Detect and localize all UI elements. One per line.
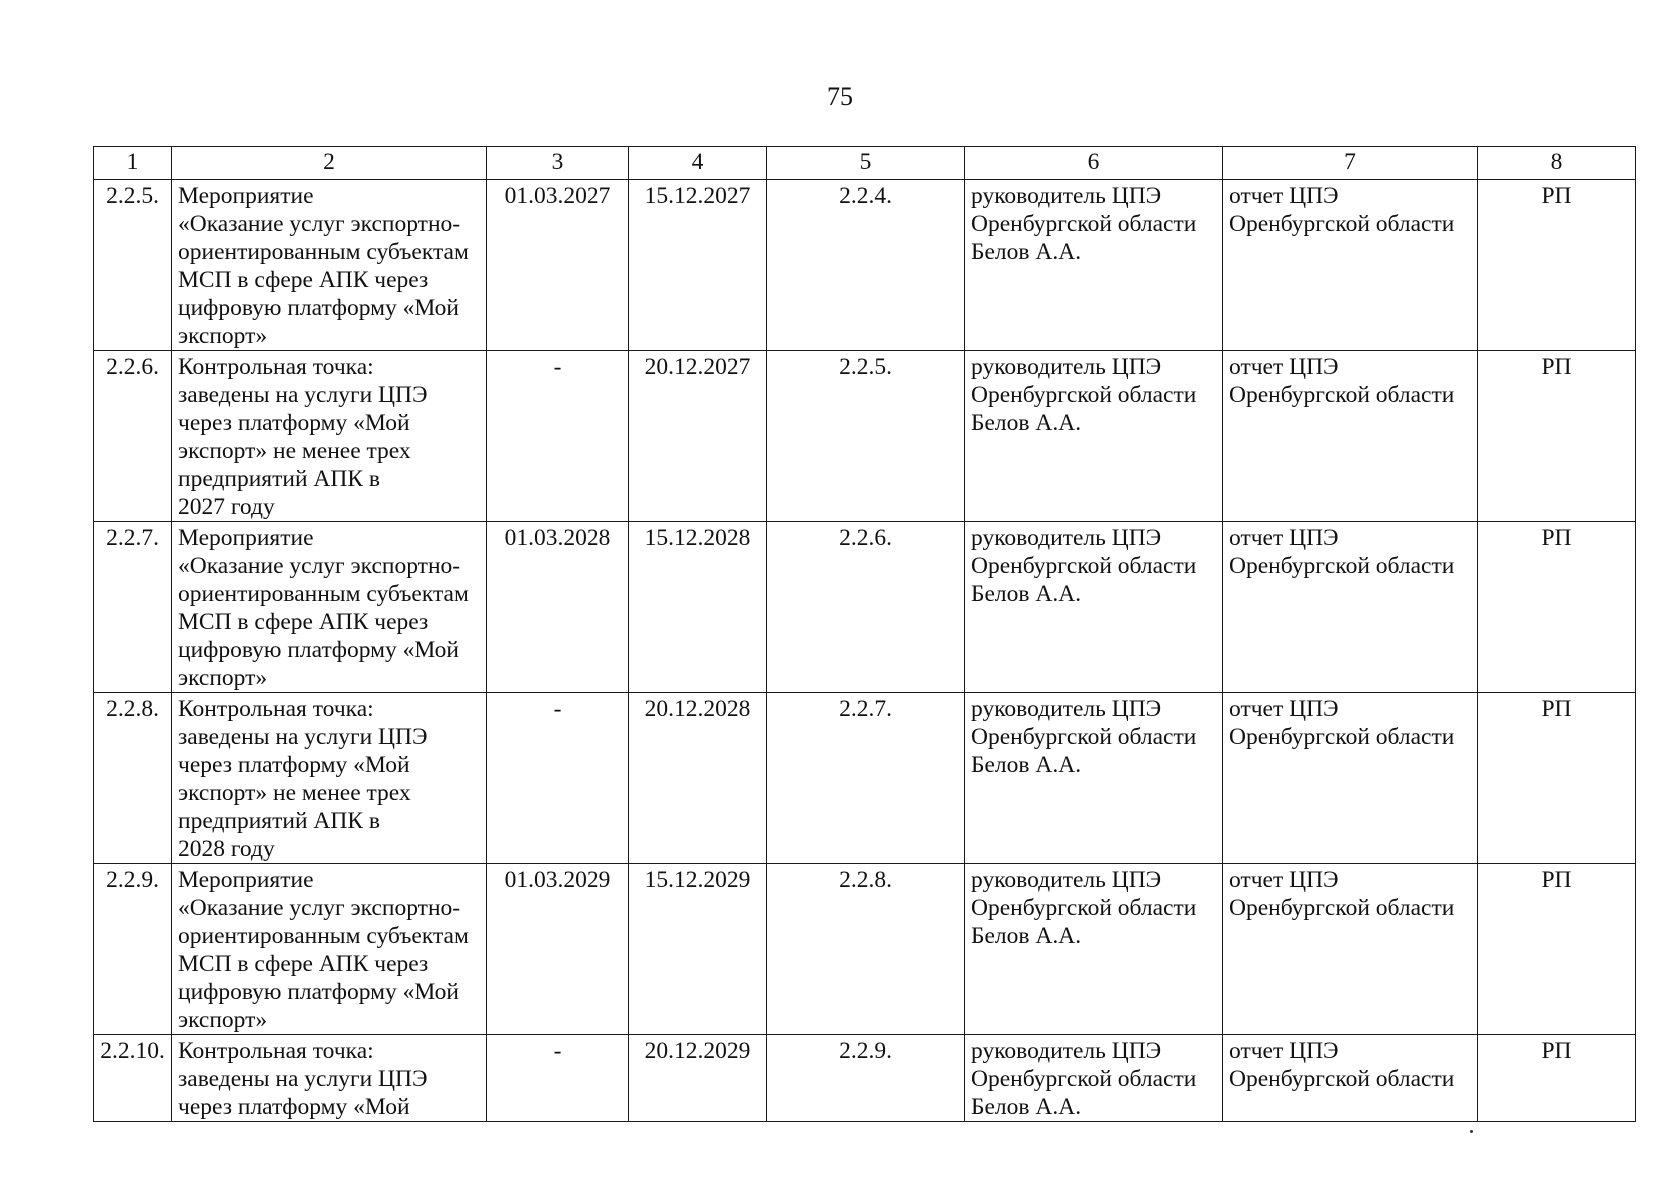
row-responsible: руководитель ЦПЭ Оренбургской области Белов А.А. <box>965 693 1223 864</box>
row-description: Контрольная точка: заведены на услуги ЦПЭ через платформу «Мой экспорт» не менее трех предприятий АПК в 2028 году <box>172 693 487 864</box>
row-level: РП <box>1478 351 1636 522</box>
row-number: 2.2.6. <box>94 351 172 522</box>
row-number: 2.2.7. <box>94 522 172 693</box>
table-row <box>94 1035 1636 1122</box>
row-document: отчет ЦПЭ Оренбургской области <box>1223 180 1478 351</box>
page-number: 75 <box>827 82 853 111</box>
table-row <box>94 351 1636 522</box>
table-row <box>94 693 1636 864</box>
row-level: РП <box>1478 522 1636 693</box>
row-responsible: руководитель ЦПЭ Оренбургской области Белов А.А. <box>965 522 1223 693</box>
header-cell: 4 <box>629 147 767 180</box>
row-predecessor: 2.2.5. <box>767 351 965 522</box>
row-number: 2.2.8. <box>94 693 172 864</box>
header-cell: 7 <box>1223 147 1478 180</box>
table-row <box>94 864 1636 1035</box>
row-number: 2.2.5. <box>94 180 172 351</box>
row-level: РП <box>1478 693 1636 864</box>
row-start-date: - <box>487 351 629 522</box>
row-predecessor: 2.2.4. <box>767 180 965 351</box>
row-end-date: 15.12.2027 <box>629 180 767 351</box>
header-cell: 3 <box>487 147 629 180</box>
row-end-date: 20.12.2027 <box>629 351 767 522</box>
row-level: РП <box>1478 1035 1636 1122</box>
row-predecessor: 2.2.8. <box>767 864 965 1035</box>
row-end-date: 20.12.2029 <box>629 1035 767 1122</box>
schedule-table <box>93 146 1636 1122</box>
row-number: 2.2.10. <box>94 1035 172 1122</box>
row-number: 2.2.9. <box>94 864 172 1035</box>
row-predecessor: 2.2.6. <box>767 522 965 693</box>
row-start-date: 01.03.2027 <box>487 180 629 351</box>
table-row <box>94 180 1636 351</box>
row-level: РП <box>1478 864 1636 1035</box>
scan-speck <box>1470 1130 1473 1133</box>
row-start-date: 01.03.2028 <box>487 522 629 693</box>
row-description: Мероприятие «Оказание услуг экспортно-ориентированным субъектам МСП в сфере АПК через цифровую платформу «Мой экспорт» <box>172 522 487 693</box>
row-document: отчет ЦПЭ Оренбургской области <box>1223 864 1478 1035</box>
header-cell: 2 <box>172 147 487 180</box>
row-predecessor: 2.2.7. <box>767 693 965 864</box>
row-description: Мероприятие «Оказание услуг экспортно-ориентированным субъектам МСП в сфере АПК через цифровую платформу «Мой экспорт» <box>172 864 487 1035</box>
table-row <box>94 522 1636 693</box>
row-start-date: - <box>487 693 629 864</box>
row-level: РП <box>1478 180 1636 351</box>
row-responsible: руководитель ЦПЭ Оренбургской области Белов А.А. <box>965 351 1223 522</box>
row-end-date: 15.12.2028 <box>629 522 767 693</box>
row-start-date: - <box>487 1035 629 1122</box>
header-cell: 6 <box>965 147 1223 180</box>
row-end-date: 15.12.2029 <box>629 864 767 1035</box>
row-predecessor: 2.2.9. <box>767 1035 965 1122</box>
row-responsible: руководитель ЦПЭ Оренбургской области Белов А.А. <box>965 180 1223 351</box>
row-end-date: 20.12.2028 <box>629 693 767 864</box>
row-document: отчет ЦПЭ Оренбургской области <box>1223 351 1478 522</box>
header-cell: 5 <box>767 147 965 180</box>
row-document: отчет ЦПЭ Оренбургской области <box>1223 693 1478 864</box>
row-responsible: руководитель ЦПЭ Оренбургской области Белов А.А. <box>965 1035 1223 1122</box>
header-cell: 8 <box>1478 147 1636 180</box>
row-document: отчет ЦПЭ Оренбургской области <box>1223 1035 1478 1122</box>
row-start-date: 01.03.2029 <box>487 864 629 1035</box>
header-cell: 1 <box>94 147 172 180</box>
row-responsible: руководитель ЦПЭ Оренбургской области Белов А.А. <box>965 864 1223 1035</box>
row-description: Контрольная точка: заведены на услуги ЦПЭ через платформу «Мой экспорт» не менее трех предприятий АПК в 2027 году <box>172 351 487 522</box>
row-description: Контрольная точка: заведены на услуги ЦПЭ через платформу «Мой <box>172 1035 487 1122</box>
row-document: отчет ЦПЭ Оренбургской области <box>1223 522 1478 693</box>
row-description: Мероприятие «Оказание услуг экспортно-ориентированным субъектам МСП в сфере АПК через цифровую платформу «Мой экспорт» <box>172 180 487 351</box>
header-row <box>94 147 1636 180</box>
